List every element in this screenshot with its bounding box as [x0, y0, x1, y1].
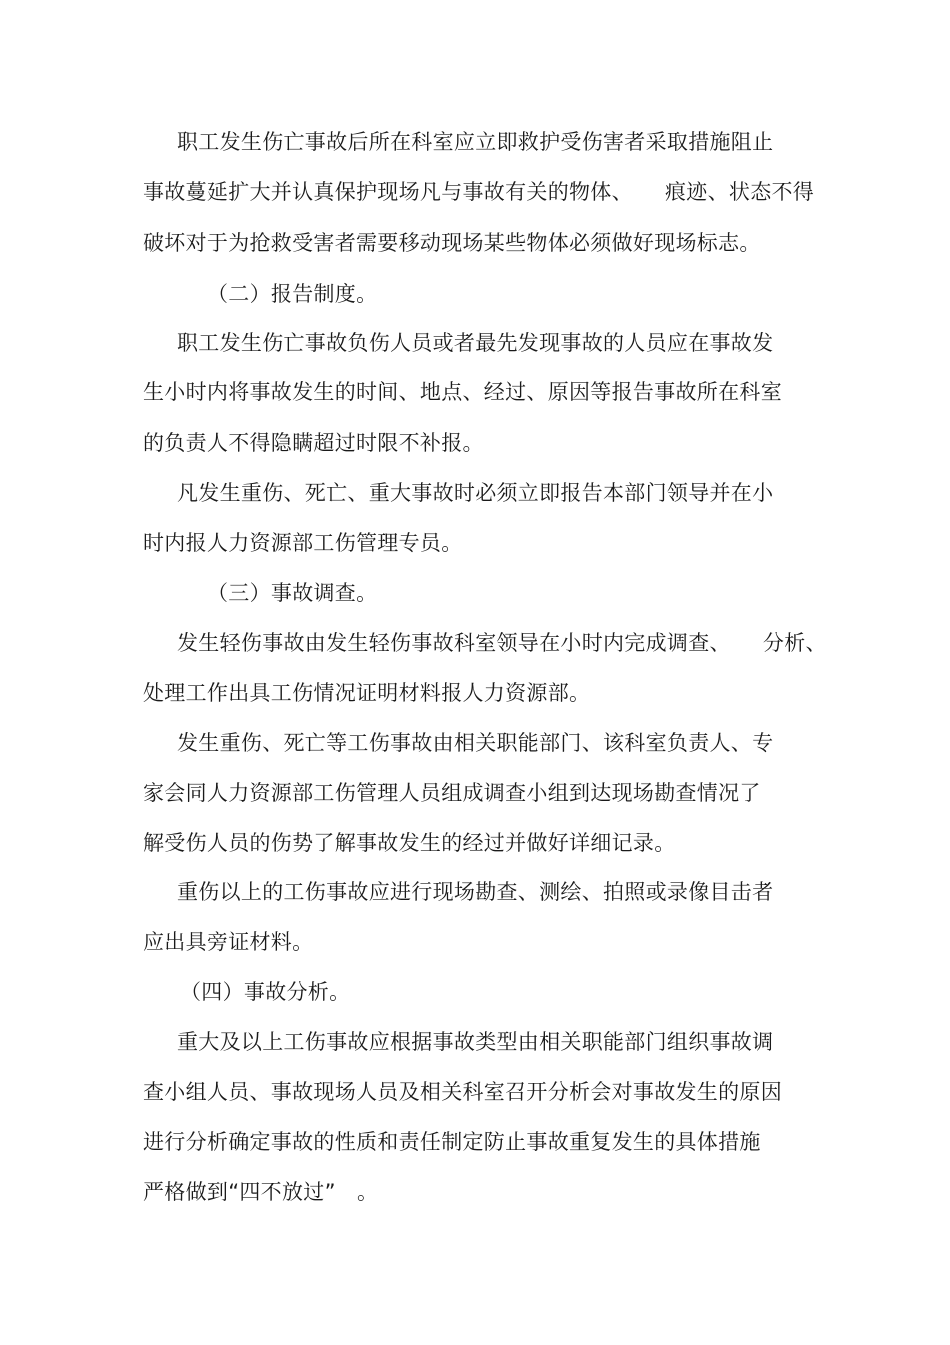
text-line: 发生重伤、死亡等工伤事故由相关职能部门、该科室负责人、专 — [177, 731, 774, 755]
text-line: 发生轻伤事故由发生轻伤事故科室领导在小时内完成调查、 分析、 — [177, 631, 827, 655]
text-line: 重大及以上工伤事故应根据事故类型由相关职能部门组织事故调 — [177, 1030, 774, 1054]
text-line: 重伤以上的工伤事故应进行现场勘查、测绘、拍照或录像目击者 — [177, 880, 774, 904]
text-line: 处理工作出具工伤情况证明材料报人力资源部。 — [143, 681, 591, 705]
text-line: 严格做到“四不放过” 。 — [143, 1180, 379, 1204]
text-line: 的负责人不得隐瞒超过时限不补报。 — [143, 431, 484, 455]
text-line: 职工发生伤亡事故后所在科室应立即救护受伤害者采取措施阻止 — [177, 130, 774, 154]
text-line: 解受伤人员的伤势了解事故发生的经过并做好详细记录。 — [143, 831, 676, 855]
text-line: 事故蔓延扩大并认真保护现场凡与事故有关的物体、 痕迹、状态不得 — [143, 180, 815, 204]
text-line: 生小时内将事故发生的时间、地点、经过、原因等报告事故所在科室 — [143, 380, 782, 404]
text-line: 应出具旁证材料。 — [143, 930, 314, 954]
section-heading: （三）事故调查。 — [207, 581, 378, 605]
text-line: 职工发生伤亡事故负伤人员或者最先发现事故的人员应在事故发 — [177, 331, 774, 355]
text-line: 时内报人力资源部工伤管理专员。 — [143, 531, 463, 555]
text-line: 破坏对于为抢救受害者需要移动现场某些物体必须做好现场标志。 — [143, 231, 761, 255]
section-heading: （二）报告制度。 — [207, 282, 378, 306]
text-line: 家会同人力资源部工伤管理人员组成调查小组到达现场勘查情况了 — [143, 781, 761, 805]
text-line: 进行分析确定事故的性质和责任制定防止事故重复发生的具体措施 — [143, 1130, 761, 1154]
section-heading: （四）事故分析。 — [180, 980, 351, 1004]
text-line: 查小组人员、事故现场人员及相关科室召开分析会对事故发生的原因 — [143, 1080, 782, 1104]
text-line: 凡发生重伤、死亡、重大事故时必须立即报告本部门领导并在小 — [177, 481, 774, 505]
